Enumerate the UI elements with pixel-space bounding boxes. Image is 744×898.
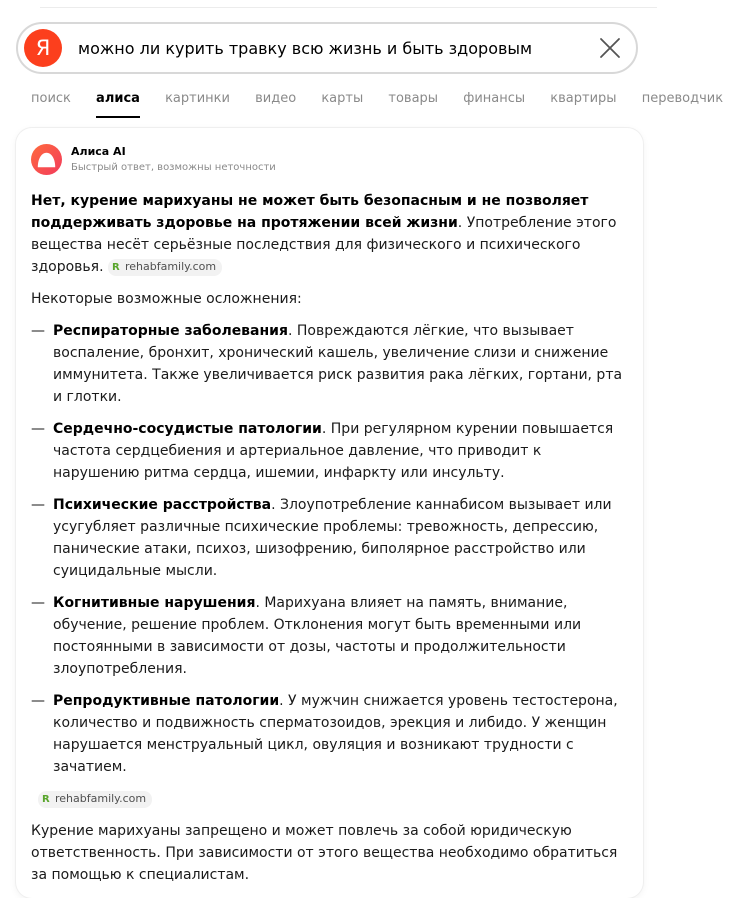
tab-translator[interactable]: переводчик (641, 91, 724, 106)
answer-intro-text: . Употребление этого вещества несёт серьёзные последствия для физического и психического здоровья. (31, 215, 617, 275)
tab-alice[interactable]: алиса (96, 90, 140, 118)
list-item-title: Когнитивные нарушения (53, 595, 256, 611)
list-item-title: Психические расстройства (53, 497, 272, 513)
answer-intro-bold: Нет, курение марихуаны не может быть безопасным и не позволяет поддерживать здоровье на протяжении всей жизни (31, 193, 589, 231)
search-tabs (31, 90, 744, 118)
rehabfamily-favicon-icon: R (42, 794, 50, 805)
source-link-2-label: rehabfamily.com (55, 792, 147, 805)
tab-apartments[interactable]: квартиры (550, 91, 617, 106)
search-input[interactable] (78, 24, 578, 72)
list-item-text: . Злоупотребление каннабисом вызывает или усугубляет различные психические проблемы: тревожность, депрессию, панические атаки, психоз, шизофрению, биполярное расстройство или суицидальные мысли. (53, 497, 612, 579)
list-item (31, 320, 631, 408)
answer-conclusion: Курение марихуаны запрещено и может повлечь за собой юридическую ответственность. При зависимости от этого вещества необходимо обратиться за помощью к специалистам. (31, 823, 618, 883)
list-item-text: . У мужчин снижается уровень тестостерона, количество и подвижность сперматозоидов, эрекция и либидо. У женщин нарушается менструальный цикл, овуляция и возникают трудности с зачатием. (53, 693, 618, 775)
close-icon (598, 36, 622, 60)
tab-maps[interactable]: карты (321, 91, 364, 106)
rehabfamily-favicon-icon: R (111, 262, 120, 273)
answer-content (31, 190, 631, 896)
list-item-text: . При регулярном курении повышается частота сердцебиения и артериальное давление, что приводит к нарушению ритма сердца, ишемии, инфаркту или инсульту. (53, 421, 614, 481)
tab-video[interactable]: видео (255, 91, 297, 106)
list-item (31, 690, 631, 778)
clear-search-button[interactable] (598, 36, 622, 60)
dash-bullet: — (31, 595, 45, 611)
top-divider (40, 7, 657, 8)
source-link-1-label: rehabfamily.com (124, 260, 217, 273)
source-row (38, 788, 631, 810)
list-item-text: . Повреждаются лёгкие, что вызывает воспаление, бронхит, хронический кашель, увеличение слизи и снижение иммунитета. Также увеличивается риск развития рака лёгких, гортани, рта и глотки. (53, 323, 623, 405)
assistant-subtitle: Быстрый ответ, возможны неточности (71, 162, 276, 173)
list-item-title: Сердечно-сосудистые патологии (53, 421, 322, 437)
tab-images[interactable]: картинки (165, 91, 230, 106)
list-item-title: Респираторные заболевания (53, 323, 288, 339)
source-link-1[interactable] (108, 259, 222, 276)
list-item (31, 494, 631, 582)
list-item-text: . Марихуана влияет на память, внимание, обучение, решение проблем. Отклонения могут быть временными или постоянными в зависимости от дозы, частоты и продолжительности злоупотребления. (53, 595, 582, 677)
alice-answer-card (16, 128, 643, 898)
tab-finance[interactable]: финансы (463, 91, 526, 106)
dash-bullet: — (31, 421, 45, 437)
complications-list (31, 320, 631, 778)
dash-bullet: — (31, 323, 45, 339)
dash-bullet: — (31, 693, 45, 709)
tab-products[interactable]: товары (388, 91, 439, 106)
tab-search[interactable]: поиск (31, 91, 71, 106)
list-item-title: Репродуктивные патологии (53, 693, 280, 709)
assistant-name: Алиса AI (71, 145, 126, 158)
list-item (31, 592, 631, 680)
dash-bullet: — (31, 497, 45, 513)
answer-intro (31, 190, 631, 278)
alice-logo-icon (31, 144, 62, 175)
source-link-2[interactable] (38, 791, 152, 808)
list-item (31, 418, 631, 484)
yandex-logo-icon[interactable]: Я (24, 29, 62, 67)
search-bar (16, 22, 638, 74)
list-intro: Некоторые возможные осложнения: (31, 291, 302, 307)
